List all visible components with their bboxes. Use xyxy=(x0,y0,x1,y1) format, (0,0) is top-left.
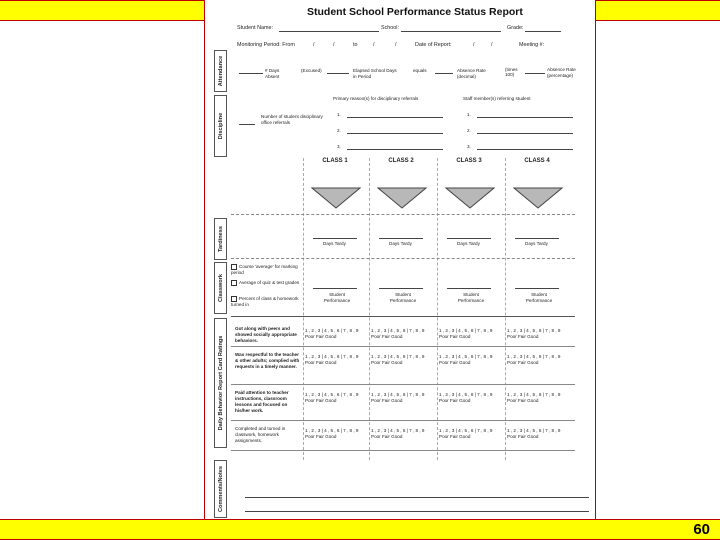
staff-3-line xyxy=(477,149,573,150)
comment-line[interactable] xyxy=(245,497,589,498)
checkbox[interactable] xyxy=(231,280,237,286)
rating-scale[interactable]: 1 , 2 , 3 | 4 , 5 , 6 | 7 , 8 , 9 Poor Fair Good xyxy=(507,328,561,339)
section-divider xyxy=(231,316,575,317)
row-divider xyxy=(231,346,575,347)
student-name-line xyxy=(279,31,379,32)
date-slash: / xyxy=(373,42,375,48)
class-4-funnel-icon xyxy=(513,187,563,209)
date-slash: / xyxy=(473,42,475,48)
rating-scale[interactable]: 1 , 2 , 3 | 4 , 5 , 6 | 7 , 8 , 9 Poor Fair Good xyxy=(439,354,493,365)
class-1-header: CLASS 1 xyxy=(322,158,348,164)
checkbox[interactable] xyxy=(231,296,237,302)
absence-percent-line xyxy=(525,73,545,74)
bottom-banner xyxy=(0,519,720,540)
reason-2-line xyxy=(347,133,443,134)
report-document xyxy=(204,0,596,540)
staff-2-number: 2. xyxy=(467,128,471,133)
elapsed-line xyxy=(327,73,349,74)
performance-line xyxy=(447,288,491,289)
days-tardy-line xyxy=(447,238,491,239)
grade-label: Grade: xyxy=(507,25,524,31)
rating-scale[interactable]: 1 , 2 , 3 | 4 , 5 , 6 | 7 , 8 , 9 Poor Fair Good xyxy=(371,392,425,403)
performance-line xyxy=(379,288,423,289)
days-absent-label: # Days Absent xyxy=(265,68,280,79)
rating-scale[interactable]: 1 , 2 , 3 | 4 , 5 , 6 | 7 , 8 , 9 Poor Fair Good xyxy=(371,354,425,365)
days-tardy-label: Days Tardy xyxy=(389,241,412,246)
reason-1-number: 1. xyxy=(337,112,341,117)
row-divider xyxy=(231,384,575,385)
staff-1-number: 1. xyxy=(467,112,471,117)
page-number: 60 xyxy=(693,521,710,538)
discipline-section-label: Discipline xyxy=(214,95,227,157)
reason-2-number: 2. xyxy=(337,128,341,133)
date-of-report-label: Date of Report: xyxy=(415,42,452,48)
student-performance-label: Student Performance xyxy=(389,292,417,303)
performance-line xyxy=(313,288,357,289)
grade-line xyxy=(525,31,561,32)
rating-scale[interactable]: 1 , 2 , 3 | 4 , 5 , 6 | 7 , 8 , 9 Poor Fair Good xyxy=(305,328,359,339)
equals-label: equals xyxy=(413,68,427,73)
performance-line xyxy=(515,288,559,289)
days-tardy-label: Days Tardy xyxy=(457,241,480,246)
classwork-option: Percent of class & homework turned in xyxy=(231,296,299,308)
times-label: (times 100) xyxy=(505,67,518,77)
behavior-1-label: Got along with peers and showed socially appropriate behaviors. xyxy=(235,326,297,343)
rating-scale[interactable]: 1 , 2 , 3 | 4 , 5 , 6 | 7 , 8 , 9 Poor Fair Good xyxy=(305,354,359,365)
number-of-referrals-label: Number of student disciplinary office referrals xyxy=(261,114,323,125)
reason-3-line xyxy=(347,149,443,150)
class-1-funnel-icon xyxy=(311,187,361,209)
excused-label: (Excused) xyxy=(301,68,322,73)
class-3-header: CLASS 3 xyxy=(456,158,482,164)
school-line xyxy=(401,31,501,32)
class-2-header: CLASS 2 xyxy=(388,158,414,164)
checkbox[interactable] xyxy=(231,264,237,270)
class-2-funnel-icon xyxy=(377,187,427,209)
tardiness-section-label: Tardiness xyxy=(214,218,227,260)
reason-3-number: 3. xyxy=(337,144,341,149)
days-tardy-line xyxy=(515,238,559,239)
referral-count-line xyxy=(239,124,255,125)
rating-scale[interactable]: 1 , 2 , 3 | 4 , 5 , 6 | 7 , 8 , 9 Poor Fair Good xyxy=(507,392,561,403)
elapsed-days-label: Elapsed School Days in Period xyxy=(353,68,397,79)
ratings-section-label: Daily Behavior Report Card Ratings xyxy=(214,318,227,448)
primary-reasons-heading: Primary reason(s) for disciplinary referrals xyxy=(333,96,419,101)
rating-scale[interactable]: 1 , 2 , 3 | 4 , 5 , 6 | 7 , 8 , 9 Poor Fair Good xyxy=(439,428,493,439)
classwork-option: Course 'average' for marking period xyxy=(231,264,298,276)
rating-scale[interactable]: 1 , 2 , 3 | 4 , 5 , 6 | 7 , 8 , 9 Poor Fair Good xyxy=(507,354,561,365)
student-performance-label: Student Performance xyxy=(457,292,485,303)
days-tardy-line xyxy=(313,238,357,239)
reason-1-line xyxy=(347,117,443,118)
classwork-section-label: Classwork xyxy=(214,262,227,314)
date-slash: / xyxy=(333,42,335,48)
rating-scale[interactable]: 1 , 2 , 3 | 4 , 5 , 6 | 7 , 8 , 9 Poor Fair Good xyxy=(439,328,493,339)
staff-2-line xyxy=(477,133,573,134)
comment-line[interactable] xyxy=(245,511,589,512)
meeting-label: Meeting #: xyxy=(519,42,545,48)
staff-referring-heading: Staff member(s) referring student xyxy=(463,96,531,101)
section-divider xyxy=(231,214,575,215)
report-title: Student School Performance Status Report xyxy=(307,6,523,18)
class-3-funnel-icon xyxy=(445,187,495,209)
classwork-option: Average of quiz & test grades xyxy=(231,280,301,286)
student-performance-label: Student Performance xyxy=(323,292,351,303)
to-label: to xyxy=(353,42,358,48)
rating-scale[interactable]: 1 , 2 , 3 | 4 , 5 , 6 | 7 , 8 , 9 Poor Fair Good xyxy=(305,392,359,403)
student-performance-label: Student Performance xyxy=(525,292,553,303)
rating-scale[interactable]: 1 , 2 , 3 | 4 , 5 , 6 | 7 , 8 , 9 Poor Fair Good xyxy=(371,428,425,439)
rating-scale[interactable]: 1 , 2 , 3 | 4 , 5 , 6 | 7 , 8 , 9 Poor Fair Good xyxy=(439,392,493,403)
date-slash: / xyxy=(395,42,397,48)
staff-3-number: 3. xyxy=(467,144,471,149)
days-absent-line xyxy=(239,73,263,74)
behavior-4-label: Completed and turned in classwork, homework assignments. xyxy=(235,426,286,443)
column-separator xyxy=(505,158,506,460)
absence-percent-label: Absence Rate (percentage) xyxy=(547,67,576,78)
rating-scale[interactable]: 1 , 2 , 3 | 4 , 5 , 6 | 7 , 8 , 9 Poor Fair Good xyxy=(305,428,359,439)
column-separator xyxy=(369,158,370,460)
row-divider xyxy=(231,450,575,451)
student-name-label: Student Name: xyxy=(237,25,273,31)
rating-scale[interactable]: 1 , 2 , 3 | 4 , 5 , 6 | 7 , 8 , 9 Poor Fair Good xyxy=(371,328,425,339)
row-divider xyxy=(231,420,575,421)
days-tardy-line xyxy=(379,238,423,239)
column-separator xyxy=(303,158,304,460)
date-slash: / xyxy=(491,42,493,48)
behavior-3-label: Paid attention to teacher instructions, classroom lessons and focused on his/her work. xyxy=(235,390,289,413)
absence-decimal-label: Absence Rate (decimal) xyxy=(457,68,486,79)
staff-1-line xyxy=(477,117,573,118)
class-4-header: CLASS 4 xyxy=(524,158,550,164)
date-slash: / xyxy=(313,42,315,48)
comments-section-label: Comments/Notes xyxy=(214,460,227,518)
rating-scale[interactable]: 1 , 2 , 3 | 4 , 5 , 6 | 7 , 8 , 9 Poor Fair Good xyxy=(507,428,561,439)
school-label: School: xyxy=(381,25,399,31)
section-divider xyxy=(231,258,575,259)
absence-decimal-line xyxy=(435,73,453,74)
attendance-section-label: Attendance xyxy=(214,50,227,92)
days-tardy-label: Days Tardy xyxy=(323,241,346,246)
behavior-2-label: Was respectful to the teacher & other adults; complied with requests in a timely manner. xyxy=(235,352,300,369)
days-tardy-label: Days Tardy xyxy=(525,241,548,246)
column-separator xyxy=(437,158,438,460)
monitoring-period-label: Monitoring Period: From xyxy=(237,42,295,48)
